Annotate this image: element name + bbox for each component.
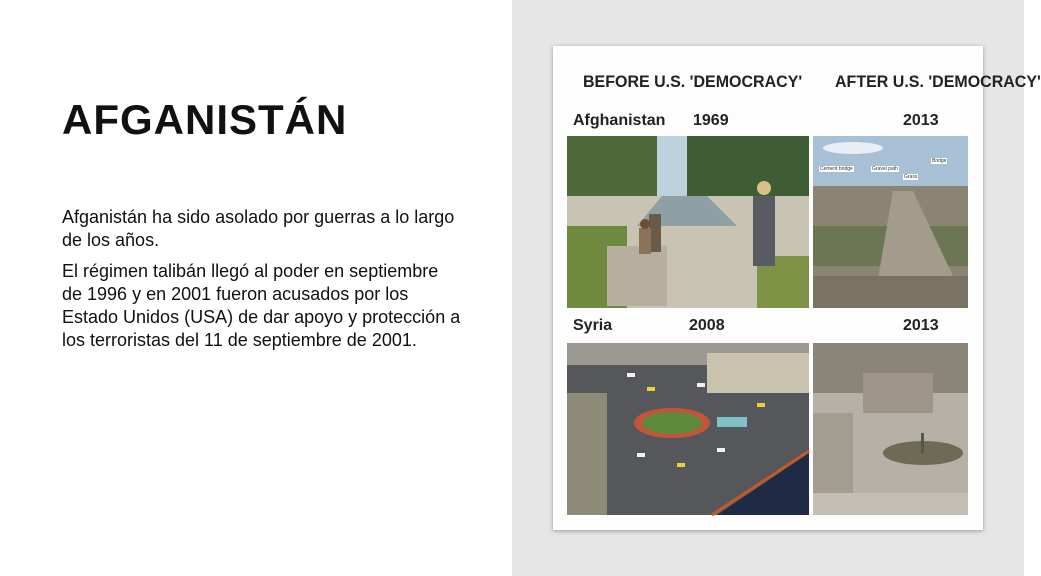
photo-syria-2008 [567, 343, 809, 515]
annotation-bridge: Bridge [932, 158, 947, 164]
slide-body [62, 206, 462, 360]
paragraph-1: Afganistán ha sido asolado por guerras a lo largo de los años. [62, 207, 455, 250]
photo-afghanistan-2013 [813, 136, 968, 308]
header-after: AFTER U.S. 'DEMOCRACY' [835, 73, 1041, 92]
label-year-1969: 1969 [693, 112, 729, 129]
annotation-cement-bridge: Cement bridge [820, 166, 853, 172]
annotation-gravel-path: Gravel path [872, 166, 898, 172]
label-syria: Syria [573, 317, 613, 334]
label-year-2013-a: 2013 [903, 112, 939, 129]
photo-afghanistan-1969 [567, 136, 809, 308]
label-year-2013-b: 2013 [903, 317, 939, 334]
annotation-grass: Grass [904, 174, 918, 180]
paragraph-2: El régimen talibán llegó al poder en septiembre de 1996 y en 2001 fueron acusados por los Estado Unidos (USA) de dar apoyo y protección a los terroristas del 11 de septiembre de 2001. [62, 261, 461, 350]
slide-title: AFGANISTÁN [62, 96, 348, 143]
label-year-2008: 2008 [689, 317, 725, 334]
header-before: BEFORE U.S. 'DEMOCRACY' [583, 73, 803, 92]
photo-syria-2013 [813, 343, 968, 515]
label-afghanistan: Afghanistan [573, 112, 666, 129]
comparison-photo [553, 46, 1041, 530]
